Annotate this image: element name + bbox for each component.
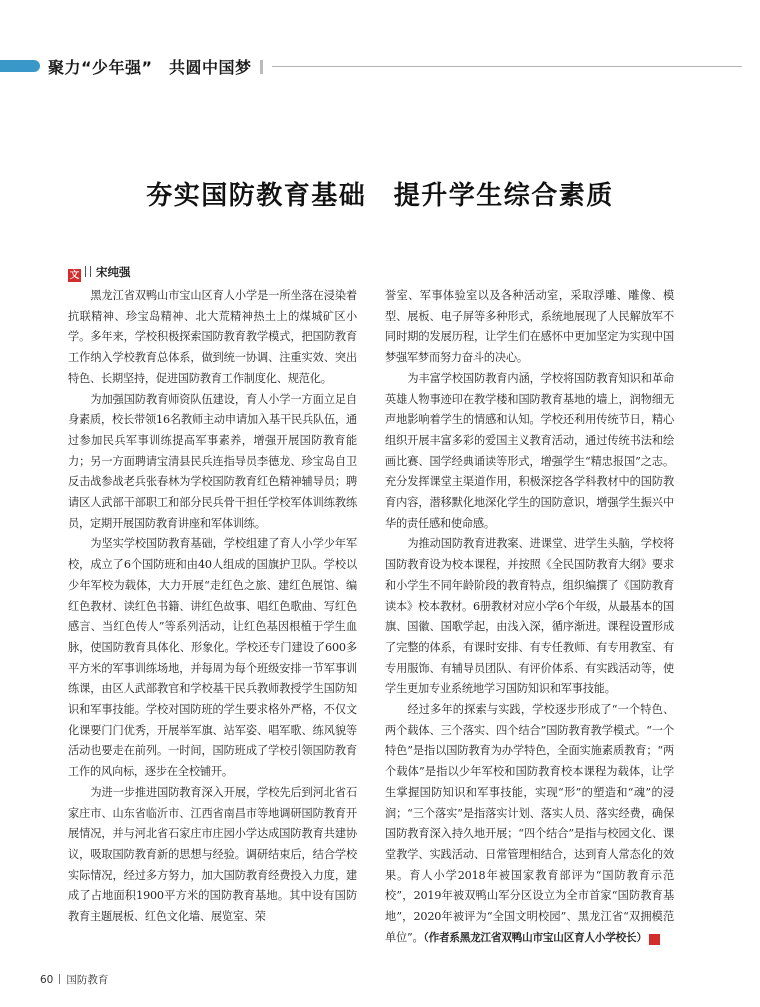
paragraph: 为坚实学校国防教育基础，学校组建了育人小学少年军校，成立了6个国防班和由40人组成的国旗护卫队。学校以少年军校为载体，大力开展“走红色之旅、建红色展馆、编红色教材、读红色书籍、讲红色故事、唱红色歌曲、写红色感言、当红色传人”等系列活动，让红色基因根植于学生血脉，使国防教育具体化、形象化。学校还专门建设了600多平方米的军事训练场地，并每周为每个班级安排一节军事训练课，由区人武部教官和学校基干民兵教师教授学生国防知识和军事技能。学校对国防班的学生要求格外严格，不仅文化课要门门优秀，开展举军旗、站军姿、唱军歌、练风貌等活动也要走在前列。一时间，国防班成了学校引领国防教育工作的风向标，逐步在全校铺开。 xyxy=(68,537,357,779)
footer-divider xyxy=(59,974,60,984)
magazine-name: 国防教育 xyxy=(66,974,109,986)
page-number: 60 xyxy=(40,974,54,986)
article-title: 夯实国防教育基础 提升学生综合素质 xyxy=(146,181,614,211)
column-title xyxy=(48,55,263,78)
author-note: （作者系黑龙江省双鸭山市宝山区育人小学校长） xyxy=(423,931,647,944)
article-column-right xyxy=(385,286,678,944)
paragraph: 为推动国防教育进教案、进课堂、进学生头脑，学校将国防教育设为校本课程，并按照《全民国防教育大纲》要求和小学生不同年龄阶段的教育特点，组织编撰了《国防教育读本》校本教材。6册教材对应小学6个年级，从最基本的国旗、国徽、国歌学起，由浅入深，循序渐进。课程设置形成了完整的体系，有课时安排、有专任教师、有专用教室、有专用服饰、有辅导员团队、有评价体系、有实践活动等，使学生更加专业系统地学习国防知识和军事技能。 xyxy=(385,537,674,696)
author-name: 宋纯强 xyxy=(96,265,131,279)
end-mark-icon: G xyxy=(649,934,660,945)
section-tab xyxy=(0,60,40,72)
byline-divider xyxy=(85,266,86,277)
paragraph: 为加强国防教育师资队伍建设，育人小学一方面立足自身素质，校长带领16名教师主动申请加入基干民兵队伍，通过参加民兵军事训练提高军事素养，增强开展国防教育能力；另一方面聘请宝清县民兵连指导员李德龙、珍宝岛自卫反击战参战老兵张春林为学校国防教育红色精神辅导员；聘请区人武部干部职工和部分民兵骨干担任学校军体训练教练员，定期开展国防教育讲座和军体训练。 xyxy=(68,392,357,530)
paragraph-text: 经过多年的探索与实践，学校逐步形成了“一个特色、两个载体、三个落实、四个结合”国防教育教学模式。“一个特色”是指以国防教育为办学特色，全面实施素质教育；“两个载体”是指以少年军校和国防教育校本课程为载体，让学生掌握国防知识和军事技能，实现“形”的塑造和“魂”的浸润；“三个落实”是指落实计划、落实人员、落实经费，确保国防教育深入持久地开展；“四个结合”是指与校园文化、课堂教学、实践活动、日常管理相结合，达到育人常态化的效果。育人小学2018年被国家教育部评为“国防教育示范校”，2019年被双鸭山军分区设立为全市首家“国防教育基地”，2020年被评为“全国文明校园”、黑龙江省“双拥模范单位”。 xyxy=(385,703,674,944)
paragraph: 为丰富学校国防教育内涵，学校将国防教育知识和革命英雄人物事迹印在教学楼和国防教育基地的墙上，润物细无声地影响着学生的情感和认知。学校还利用传统节日，精心组织开展丰富多彩的爱国主义教育活动，通过传统书法和绘画比赛、国学经典诵读等形式，增强学生“精忠报国”之志。充分发挥课堂主渠道作用，积极深挖各学科教材中的国防教育内容，潜移默化地深化学生的国防意识，增强学生振兴中华的责任感和使命感。 xyxy=(385,371,674,530)
last-paragraph xyxy=(385,700,678,948)
header-rule xyxy=(272,66,742,67)
article-column-left xyxy=(68,286,357,924)
paragraph: 为进一步推进国防教育深入开展，学校先后到河北省石家庄市、山东省临沂市、江西省南昌市等地调研国防教育开展情况，并与河北省石家庄市庄园小学达成国防教育共建协议，吸取国防教育新的思想与经验。调研结束后，结合学校实际情况，经过多方努力，加大国防教育经费投入力度，建成了占地面积1900平方米的国防教育基地。其中设有国防教育主题展板、红色文化墙、展览室、荣 xyxy=(68,785,357,924)
byline-divider xyxy=(90,266,91,277)
paragraph: 黑龙江省双鸭山市宝山区育人小学是一所坐落在浸染着抗联精神、珍宝岛精神、北大荒精神热土上的煤城矿区小学。多年来，学校积极探索国防教育教学模式，把国防教育工作纳入学校教育总体系，做到统一协调、注重实效、突出特色、长期坚持，促进国防教育工作制度化、规范化。 xyxy=(68,289,357,385)
title-divider xyxy=(260,60,263,74)
page-footer xyxy=(40,972,108,987)
paragraph: 誉室、军事体验室以及各种活动室，采取浮雕、雕像、模型、展板、电子屏等多种形式，系统地展现了人民解放军不同时期的发展历程，让学生们在感怀中更加坚定为实现中国梦强军梦而努力奋斗的决心。 xyxy=(385,289,674,365)
byline-mark: 文 xyxy=(69,270,80,281)
byline xyxy=(68,264,131,282)
column-title-text: 聚力“少年强” 共圆中国梦 xyxy=(48,58,252,77)
